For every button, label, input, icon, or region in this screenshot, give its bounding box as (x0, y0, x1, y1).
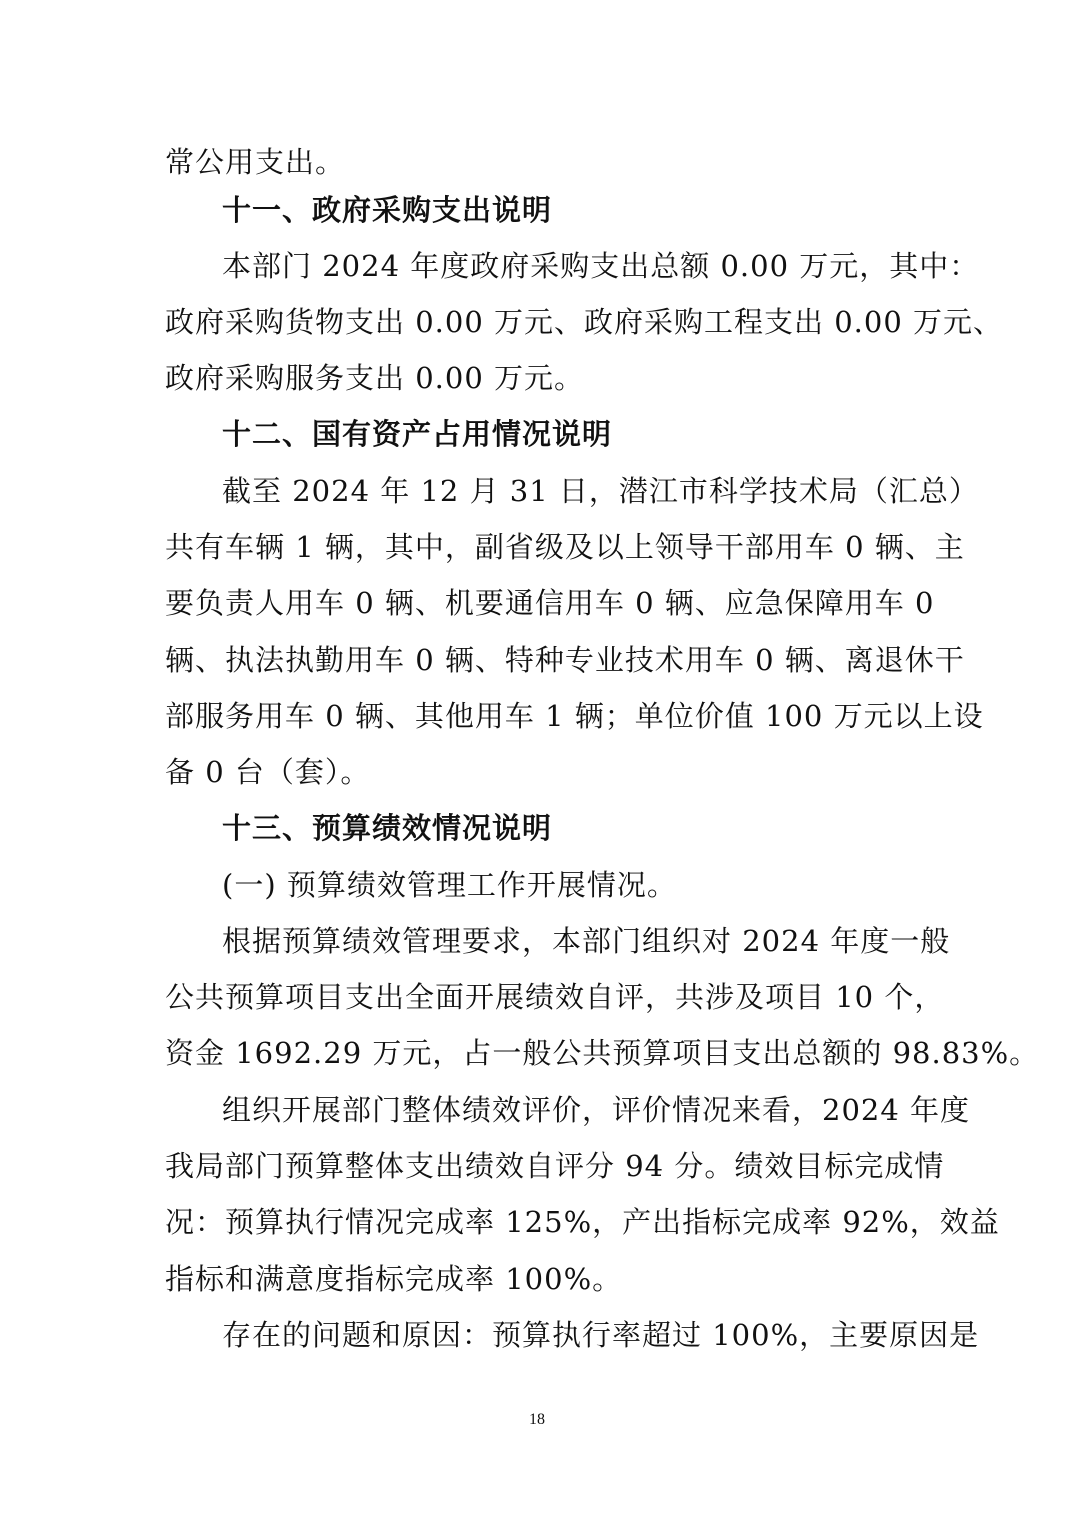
section-heading: 十一、政府采购支出说明 (222, 193, 553, 227)
text-line: 备 0 台（套）。 (165, 755, 371, 789)
text-line: 截至 2024 年 12 月 31 日，潜江市科学技术局（汇总） (222, 474, 979, 508)
text-line: 组织开展部门整体绩效评价，评价情况来看，2024 年度 (222, 1093, 971, 1127)
subsection-heading: (一) 预算绩效管理工作开展情况。 (222, 868, 677, 902)
text-line: 政府采购货物支出 0.00 万元、政府采购工程支出 0.00 万元、 (165, 305, 1004, 339)
section-heading: 十三、预算绩效情况说明 (222, 811, 553, 845)
text-line: 资金 1692.29 万元，占一般公共预算项目支出总额的 98.83%。 (165, 1036, 1040, 1070)
text-line: 我局部门预算整体支出绩效自评分 94 分。绩效目标完成情 (165, 1149, 945, 1183)
text-line: 辆、执法执勤用车 0 辆、特种专业技术用车 0 辆、离退休干 (165, 643, 965, 677)
text-line: 存在的问题和原因：预算执行率超过 100%，主要原因是 (222, 1318, 980, 1352)
section-heading: 十二、国有资产占用情况说明 (222, 417, 613, 451)
text-line: 根据预算绩效管理要求，本部门组织对 2024 年度一般 (222, 924, 951, 958)
text-line: 况：预算执行情况完成率 125%，产出指标完成率 92%，效益 (165, 1205, 1000, 1239)
text-line: 本部门 2024 年度政府采购支出总额 0.00 万元，其中： (222, 249, 980, 283)
text-line: 政府采购服务支出 0.00 万元。 (165, 361, 585, 395)
text-line: 部服务用车 0 辆、其他用车 1 辆；单位价值 100 万元以上设 (165, 699, 984, 733)
text-line: 要负责人用车 0 辆、机要通信用车 0 辆、应急保障用车 0 (165, 586, 935, 620)
text-line: 常公用支出。 (165, 145, 346, 179)
text-line: 公共预算项目支出全面开展绩效自评，共涉及项目 10 个， (165, 980, 945, 1014)
text-line: 共有车辆 1 辆，其中，副省级及以上领导干部用车 0 辆、主 (165, 530, 965, 564)
text-line: 指标和满意度指标完成率 100%。 (165, 1262, 623, 1296)
page-number: 18 (529, 1411, 545, 1428)
